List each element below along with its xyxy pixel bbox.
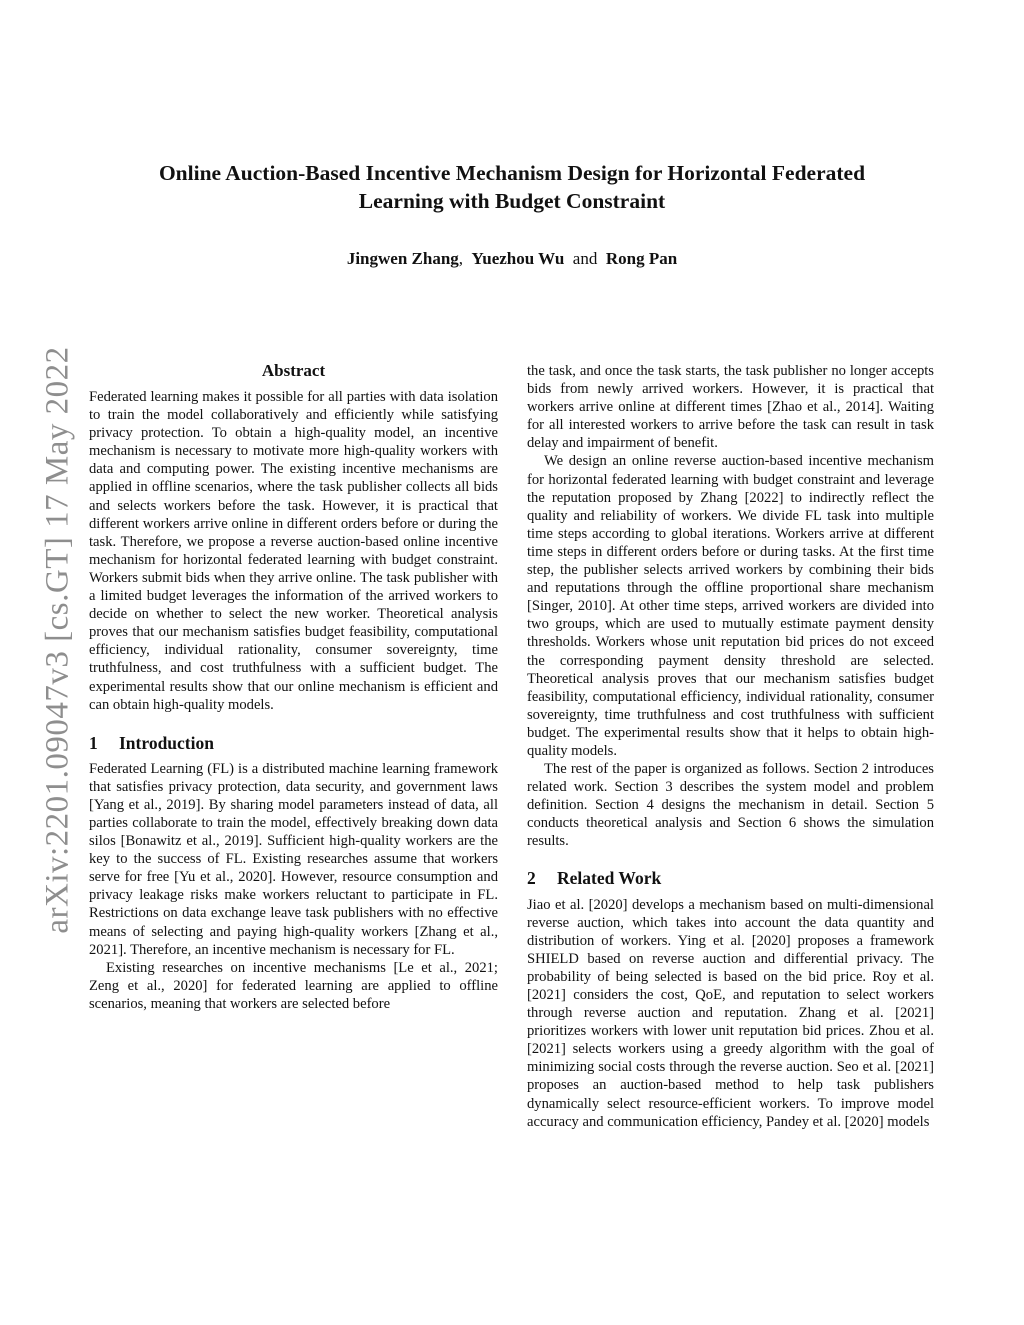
title-line-2: Learning with Budget Constraint [358,189,666,214]
related-work-heading [527,867,934,889]
paragraph: We design an online reverse auction-based incentive mechanism for horizontal federated learning with budget constraint and leverage the reputation proposed by Zhang [2022] to indirectly reflect the quality and reliability of workers. We divide FL task into multiple time steps according to global iterations. Workers arrive at different time steps in different orders before or during tasks. At the first time step, the publisher selects arrived workers by combining their bids and reputations through the offline proportional share mechanism [Singer, 2010]. At other time steps, arrived workers are divided into two groups, which are used to mutually estimate payment density thresholds. Workers whose unit reputation bid prices do not exceed the corresponding payment density threshold are selected. Theoretical analysis proves that our mechanism satisfies budget feasibility, computational efficiency, individual rationality, consumer sovereignty, time truthfulness and cost truthfulness with sufficient budget. The experimental results show that it helps to obtain high-quality models. [527,453,934,759]
right-column [527,362,934,1131]
arxiv-stamp: arXiv:2201.09047v3 [cs.GT] 17 May 2022 [39,346,76,934]
section-number: 1 [89,732,98,753]
section-title: Introduction [119,732,214,753]
paragraph: Existing researches on incentive mechanisms [Le et al., 2021; Zeng et al., 2020] for federated learning are applied to offline scenarios, meaning that workers are selected before [89,959,498,1012]
introduction-body-continued [527,362,934,851]
author-conjunction: and [572,249,598,268]
section-number: 2 [527,867,536,888]
paragraph: the task, and once the task starts, the task publisher no longer accepts bids from newly arrived workers. However, it is practical that workers arrive online at different times [Zhao et al., 2014]. Waiting for all interested workers to arrive before the task can result in task delay and impairment of benefit. [527,363,934,452]
author-list [0,249,1024,269]
paragraph: Federated Learning (FL) is a distributed machine learning framework that satisfies privacy protection, data security, and government laws [Yang et al., 2019]. By sharing model parameters instead of data, all parties collaborate to train the model, effectively breaking down data silos [Bonawitz et al., 2019]. Sufficient high-quality workers are the key to the success of FL. Existing researches assume that workers serve for free [Yu et al., 2020]. However, resource consumption and privacy leakage risks make workers reluctant to participate in FL. Restrictions on data exchange leave task publishers with no effective means of selecting and paying high-quality workers [Zhang et al., 2021]. Therefore, an incentive mechanism is necessary for FL. [89,760,498,958]
title-line-1: Online Auction-Based Incentive Mechanism Design for Horizontal Federated [158,161,866,186]
related-work-body [527,896,934,1131]
abstract-heading: Abstract [261,361,326,380]
author-name: Yuezhou Wu [471,249,565,268]
author-name: Jingwen Zhang [346,249,459,268]
paragraph: The rest of the paper is organized as follows. Section 2 introduces related work. Section 3 describes the system model and problem definition. Section 4 designs the mechanism in detail. Section 5 conducts theoretical analysis and Section 6 shows the simulation results. [527,761,934,850]
paragraph: Jiao et al. [2020] develops a mechanism based on multi-dimensional reverse auction, which takes into account the data quantity and distribution of workers. Ying et al. [2020] proposes a framework SHIELD based on reverse auction and differential privacy. The probability of being selected is based on the bid price. Roy et al. [2021] considers the cost, QoE, and reputation to select workers through reverse auction and reputation. Zhang et al. [2021] prioritizes workers with lower unit reputation bid prices. Zhou et al. [2021] selects workers using a greedy algorithm with the goal of minimizing social costs through the reverse auction. Seo et al. [2021] proposes an auction-based method to help task publishers dynamically select resource-efficient workers. To improve model accuracy and communication efficiency, Pandey et al. [2020] models [527,896,934,1130]
left-column [89,360,498,1013]
section-title: Related Work [557,867,662,888]
abstract-text: Federated learning makes it possible for all parties with data isolation to train the model collaboratively and efficiently while satisfying privacy protection. To obtain a high-quality model, an incentive mechanism is necessary to motivate more high-quality workers with data and computing power. The existing incentive mechanisms are applied in offline scenarios, where the task publisher collects all bids and selects workers before the task. However, it is practical that different workers arrive online in different orders before or during the task. Therefore, we propose a reverse auction-based online incentive mechanism for horizontal federated learning with budget constraint. Workers submit bids when they arrive online. The task publisher with a limited budget leverages the information of the arrived workers to decide on whether to select the new worker. Theoretical analysis proves that our mechanism satisfies budget feasibility, computational efficiency, individual rationality, consumer sovereignty, time truthfulness, and cost truthfulness with a sufficient budget. The experimental results show that our online mechanism is efficient and can obtain high-quality models. [89,389,498,713]
paper-title [0,159,1024,215]
author-separator: , [458,249,464,268]
author-name: Rong Pan [605,249,678,268]
introduction-body [89,760,498,1013]
introduction-heading [89,732,498,754]
